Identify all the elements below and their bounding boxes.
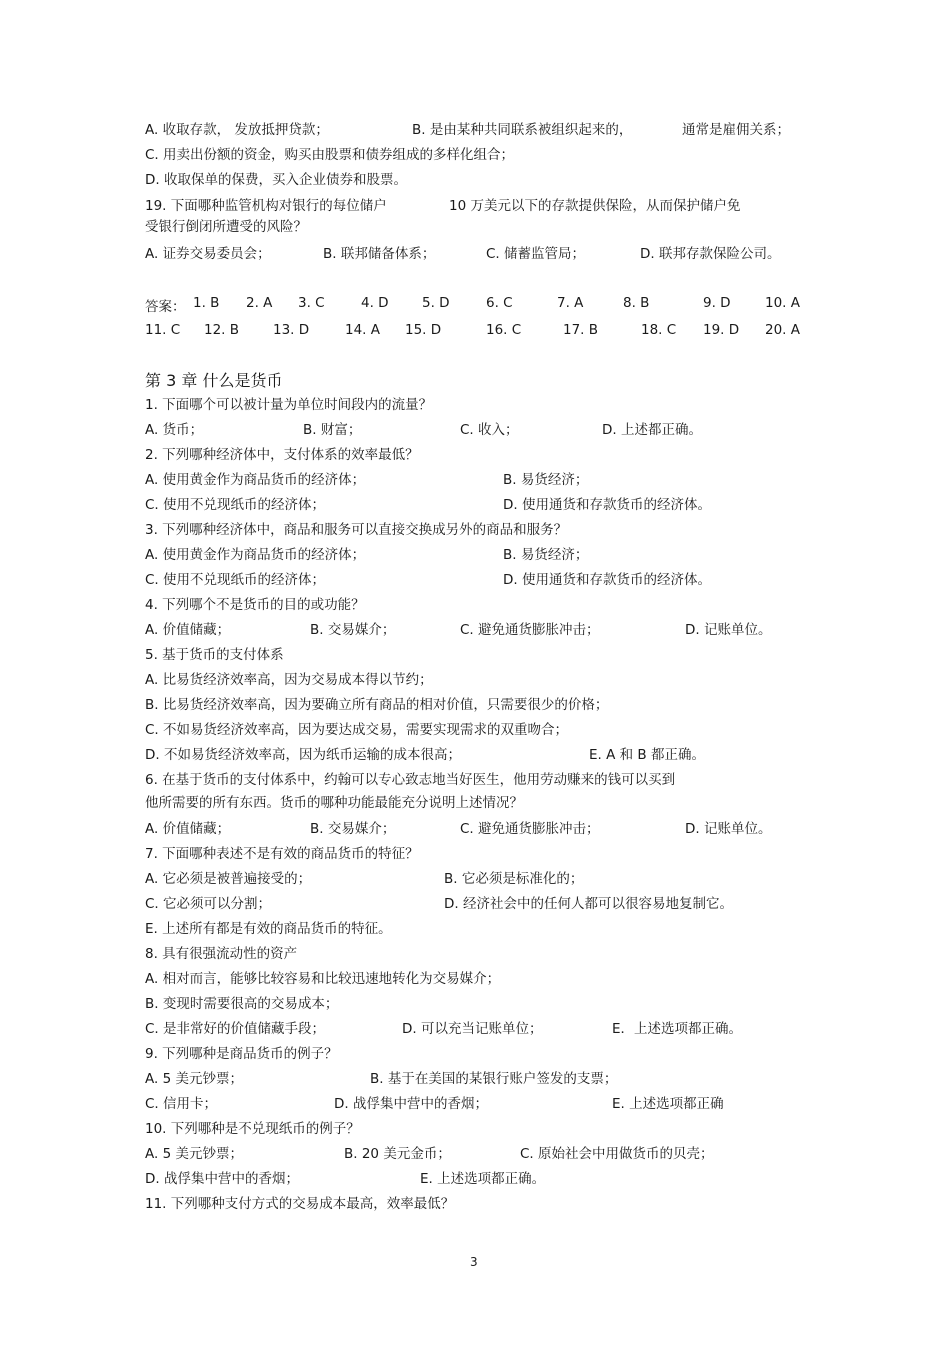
q8-option-c: C. 是非常好的价值储藏手段； (145, 1021, 326, 1037)
q7-option-e: E. 上述所有都是有效的商品货币的特征。 (145, 921, 392, 937)
answer-4: 4. D (361, 295, 389, 311)
q9-option-b: B. 基于在美国的某银行账户签发的支票； (370, 1071, 618, 1087)
q4-question: 4. 下列哪个不是货币的目的或功能？ (145, 597, 365, 613)
answer-16: 16. C (486, 322, 522, 338)
q19-option-d: D. 联邦存款保险公司。 (640, 246, 781, 262)
q2-option-a: A. 使用黄金作为商品货币的经济体； (145, 472, 366, 488)
answer-10: 10. A (765, 295, 800, 311)
q19-option-c: C. 储蓄监管局； (486, 246, 586, 262)
chapter-title: 第 3 章 什么是货币 (145, 371, 283, 390)
q7-option-d: D. 经济社会中的任何人都可以很容易地复制它。 (444, 896, 733, 912)
q2-option-b: B. 易货经济； (503, 472, 589, 488)
q10-question: 10. 下列哪种是不兑现纸币的例子？ (145, 1121, 360, 1137)
q3-option-a: A. 使用黄金作为商品货币的经济体； (145, 547, 366, 563)
q2-question: 2. 下列哪种经济体中，支付体系的效率最低？ (145, 447, 419, 463)
q18-option-b: B. 是由某种共同联系被组织起来的， (412, 122, 633, 138)
q8-question: 8. 具有很强流动性的资产 (145, 946, 298, 962)
q9-question: 9. 下列哪种是商品货币的例子？ (145, 1046, 338, 1062)
q10-option-c: C. 原始社会中用做货币的贝壳； (520, 1146, 714, 1162)
q6-option-c: C. 避免通货膨胀冲击； (460, 821, 600, 837)
answer-9: 9. D (703, 295, 731, 311)
answer-6: 6. C (486, 295, 513, 311)
answer-12: 12. B (204, 322, 240, 338)
q5-option-d: D. 不如易货经济效率高，因为纸币运输的成本很高； (145, 747, 461, 763)
q5-option-b: B. 比易货经济效率高，因为要确立所有商品的相对价值，只需要很少的价格； (145, 697, 609, 713)
answer-2: 2. A (246, 295, 273, 311)
q9-option-e: E. 上述选项都正确 (612, 1096, 724, 1112)
page-number: 3 (470, 1255, 478, 1269)
q1-option-d: D. 上述都正确。 (602, 422, 702, 438)
q19-question-part1: 19. 下面哪种监管机构对银行的每位储户 (145, 198, 387, 214)
q3-question: 3. 下列哪种经济体中，商品和服务可以直接交换成另外的商品和服务？ (145, 522, 568, 538)
q6-option-d: D. 记账单位。 (685, 821, 772, 837)
answer-18: 18. C (641, 322, 677, 338)
q3-option-d: D. 使用通货和存款货币的经济体。 (503, 572, 711, 588)
q3-option-c: C. 使用不兑现纸币的经济体； (145, 572, 326, 588)
q6-option-b: B. 交易媒介； (310, 821, 396, 837)
answers-label: 答案： (145, 299, 186, 315)
answer-11: 11. C (145, 322, 181, 338)
q9-option-c: C. 信用卡； (145, 1096, 218, 1112)
q7-option-c: C. 它必须可以分割； (145, 896, 272, 912)
answer-20: 20. A (765, 322, 800, 338)
q5-option-e: E. A 和 B 都正确。 (589, 747, 705, 763)
q1-option-c: C. 收入； (460, 422, 519, 438)
q7-option-b: B. 它必须是标准化的； (444, 871, 584, 887)
q10-option-d: D. 战俘集中营中的香烟； (145, 1171, 299, 1187)
q5-question: 5. 基于货币的支付体系 (145, 647, 284, 663)
q9-option-a: A. 5 美元钞票； (145, 1071, 243, 1087)
q10-option-e: E. 上述选项都正确。 (420, 1171, 546, 1187)
q8-option-a: A. 相对而言，能够比较容易和比较迅速地转化为交易媒介； (145, 971, 501, 987)
q6-option-a: A. 价值储藏； (145, 821, 231, 837)
q8-option-d: D. 可以充当记账单位； (402, 1021, 543, 1037)
q5-option-c: C. 不如易货经济效率高，因为要达成交易，需要实现需求的双重吻合； (145, 722, 569, 738)
q1-question: 1. 下面哪个可以被计量为单位时间段内的流量？ (145, 397, 433, 413)
q7-question: 7. 下面哪种表述不是有效的商品货币的特征？ (145, 846, 419, 862)
q11-question: 11. 下列哪种支付方式的交易成本最高，效率最低？ (145, 1196, 455, 1212)
q19-question-line2: 受银行倒闭所遭受的风险？ (145, 219, 307, 235)
q1-option-b: B. 财富； (303, 422, 362, 438)
answer-7: 7. A (557, 295, 584, 311)
q7-option-a: A. 它必须是被普遍接受的； (145, 871, 312, 887)
q19-option-a: A. 证券交易委员会； (145, 246, 271, 262)
q6-question-line2: 他所需要的所有东西。货币的哪种功能最能充分说明上述情况？ (145, 795, 523, 811)
answer-1: 1. B (193, 295, 220, 311)
q2-option-d: D. 使用通货和存款货币的经济体。 (503, 497, 711, 513)
q4-option-c: C. 避免通货膨胀冲击； (460, 622, 600, 638)
q9-option-d: D. 战俘集中营中的香烟； (334, 1096, 488, 1112)
q19-question-part2: 10 万美元以下的存款提供保险，从而保护储户免 (449, 198, 741, 214)
answer-17: 17. B (563, 322, 599, 338)
answer-13: 13. D (273, 322, 310, 338)
q6-question-line1: 6. 在基于货币的支付体系中，约翰可以专心致志地当好医生，他用劳动赚来的钱可以买到 (145, 772, 676, 788)
q18-option-d: D. 收取保单的保费，买入企业债券和股票。 (145, 172, 407, 188)
q8-option-e: E．上述选项都正确。 (612, 1021, 743, 1037)
q10-option-b: B. 20 美元金币； (344, 1146, 451, 1162)
answer-15: 15. D (405, 322, 442, 338)
answer-3: 3. C (298, 295, 325, 311)
q19-option-b: B. 联邦储备体系； (323, 246, 436, 262)
q2-option-c: C. 使用不兑现纸币的经济体； (145, 497, 326, 513)
q8-option-b: B. 变现时需要很高的交易成本； (145, 996, 339, 1012)
answer-14: 14. A (345, 322, 380, 338)
q18-option-a: A. 收取存款， 发放抵押贷款； (145, 122, 329, 138)
q18-option-c: C. 用卖出份额的资金，购买由股票和债券组成的多样化组合； (145, 147, 515, 163)
answer-19: 19. D (703, 322, 740, 338)
q4-option-a: A. 价值储藏； (145, 622, 231, 638)
q4-option-b: B. 交易媒介； (310, 622, 396, 638)
q5-option-a: A. 比易货经济效率高，因为交易成本得以节约； (145, 672, 433, 688)
q10-option-a: A. 5 美元钞票； (145, 1146, 243, 1162)
q3-option-b: B. 易货经济； (503, 547, 589, 563)
answer-8: 8. B (623, 295, 650, 311)
q1-option-a: A. 货币； (145, 422, 204, 438)
answer-5: 5. D (422, 295, 450, 311)
q4-option-d: D. 记账单位。 (685, 622, 772, 638)
q18-option-b-cont: 通常是雇佣关系； (682, 122, 790, 138)
